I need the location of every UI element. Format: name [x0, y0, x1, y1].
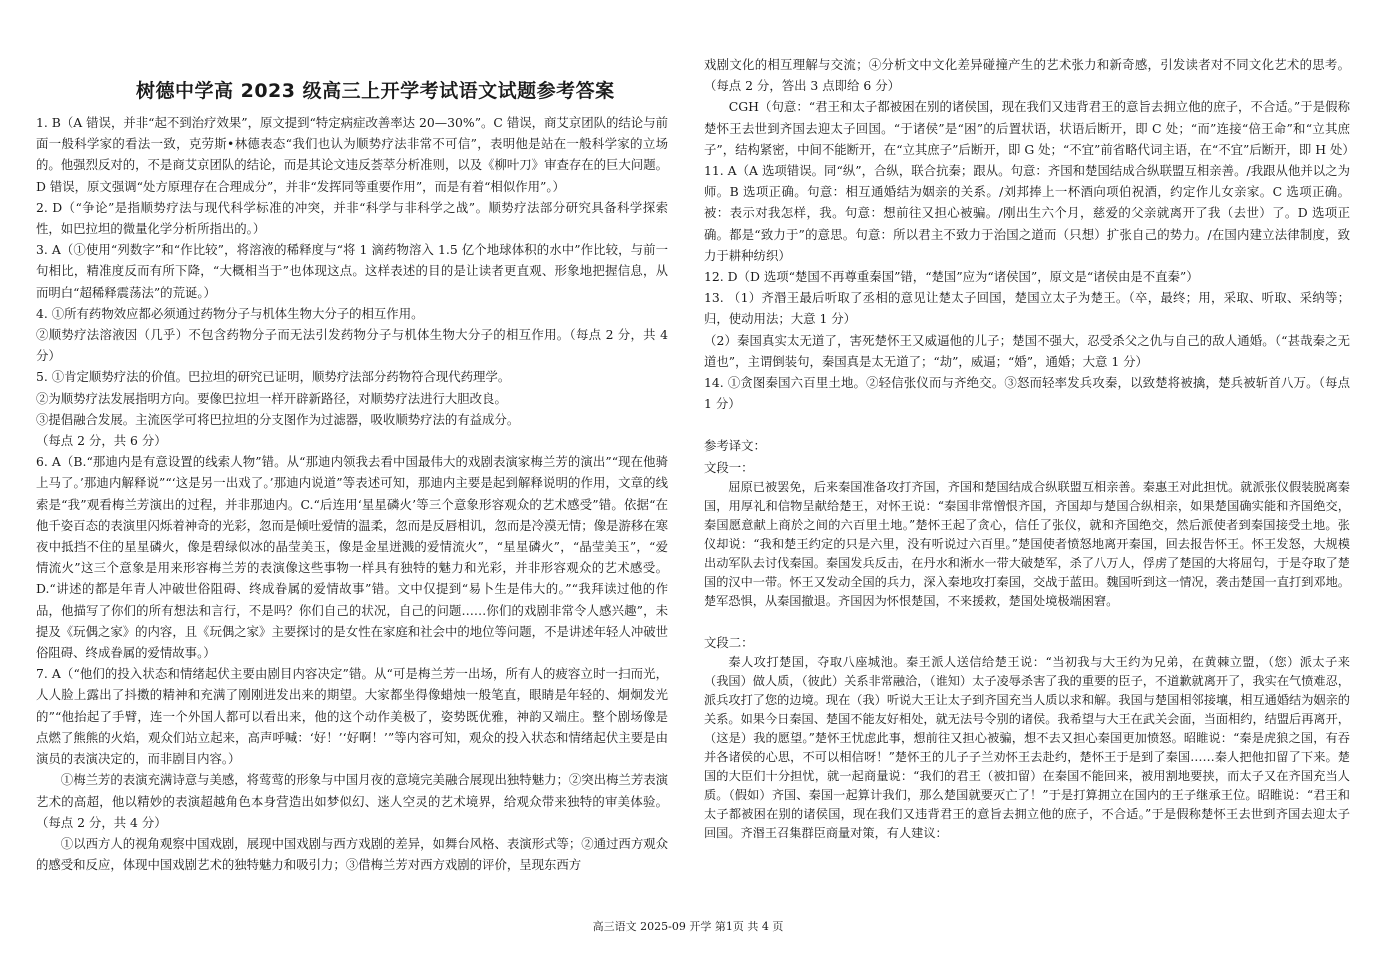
answer-11: 11. A（A 选项错误。同“纵”，合纵，联合抗秦；跟从。句意：齐国和楚国结成合纵联盟互相亲善。/我跟从他并以之为师。B 选项正确。句意：相互通婚结为姻亲的关系。/刘邦捧上一杯酒向项伯祝酒，约定作儿女亲家。C 选项正确。被：表示对我怎样，我。句意：想前往又担心被骗。/刚出生六个月，慈爱的父亲就离开了我（去世）了。D 选项正确。都是“致力于”的意思。句意：所以君主不致力于治国之道而（只想）扩张自己的势力。/在国内建立法律制度，致力于耕种纺织） — [704, 163, 1350, 263]
answer-13-part-2: （2）秦国真实太无道了，害死楚怀王又威逼他的儿子；楚国不强大，忍受杀父之仇与自己的敌人通婚。（“甚哉秦之无道也”，主谓倒装句，秦国真是太无道了；“劫”，威逼；“婚”，通婚；大意 1 分） — [704, 332, 1350, 369]
passage-2-label: 文段二： — [704, 634, 754, 650]
answer-block-left — [36, 112, 668, 875]
page-title: 树德中学高 2023 级高三上开学考试语文试题参考答案 — [136, 80, 615, 102]
answer-12: 12. D（D 选项“楚国不再尊重秦国”错，“楚国”应为“诸侯国”，原文是“诸侯由是不直秦”） — [704, 269, 1199, 285]
answer-5-point-3: ③提倡融合发展。主流医学可将巴拉坦的分支图作为过滤器，吸收顺势疗法的有益成分。 — [36, 411, 520, 427]
answer-13-part-1: 13. （1）齐湣王最后听取了丞相的意见让楚太子回国，楚国立太子为楚王。（卒，最终；用，采取、听取、采纳等；归，使动用法；大意 1 分） — [704, 290, 1350, 327]
answer-4-point-1: 4. ①所有药物效应都必须通过药物分子与机体生物大分子的相互作用。 — [36, 305, 424, 321]
translation-heading: 参考译文： — [704, 438, 766, 454]
answer-5-point-1: 5. ①肯定顺势疗法的价值。巴拉坦的研究已证明，顺势疗法部分药物符合现代药理学。 — [36, 369, 511, 385]
answer-2: 2. D（“争论”是指顺势疗法与现代科学标准的冲突，并非“科学与非科学之战”。顺势疗法部分研究具备科学探索性，如巴拉坦的微量化学分析所指出的。） — [36, 199, 668, 237]
answer-4-point-2: ②顺势疗法溶液因（几乎）不包含药物分子而无法引发药物分子与机体生物大分子的相互作用。（每点 2 分，共 4 分） — [36, 327, 668, 364]
answer-10: CGH（句意：“君王和太子都被困在别的诸侯国，现在我们又违背君王的意旨去拥立他的庶子，不合适。”于是假称楚怀王去世到齐国去迎太子回国。“于诸侯”是“困”的后置状语，状语后断开，即 C 处；“而”连接“倍王命”和“立其庶子”，结构紧密，中间不能断开，在“立其庶子”后断开，即 G 处；“不宜”前省略代词主语，在“不宜”后断开，即 H 处） — [704, 99, 1355, 157]
answer-14: 14. ①贪图秦国六百里土地。②轻信张仪而与齐绝交。③怒而轻率发兵攻秦，以致楚将被擒，楚兵被斩首八万。（每点 1 分） — [704, 375, 1350, 412]
answer-7: 7. A（“他们的投入状态和情绪起伏主要由剧目内容决定”错。从“可是梅兰芳一出场，所有人的疲容立时一扫而光，人人脸上露出了抖擞的精神和充满了刚刚进发出来的期望。大家都坐得像蜡烛一般笔直，眼睛是年轻的、炯炯发光的”“他抬起了手臂，连一个外国人都可以看出来，他的这个动作美极了，姿势既优雅，神韵又端庄。整个剧场像是点燃了熊熊的火焰，观众们站立起来，高声呼喊：‘好！’‘好啊！’”等内容可知，观众的投入状态和情绪起伏主要是由演员的表演决定的，而非剧目内容。） — [36, 666, 668, 767]
answer-block-right — [704, 54, 1355, 843]
passage-1-translation: 屈原已被罢免，后来秦国准备攻打齐国，齐国和楚国结成合纵联盟互相亲善。秦惠王对此担忧。就派张仪假装脱离秦国，用厚礼和信物呈献给楚王，对怀王说：“秦国非常憎恨齐国，齐国却与楚国合纵相亲，如果楚国确实能和齐国绝交，秦国愿意献上商於之间的六百里土地。”楚怀王起了贪心，信任了张仪，就和齐国绝交，然后派使者到秦国接受土地。张仪却说：“我和楚王约定的只是六里，没有听说过六百里。”楚国使者愤怒地离开秦国，回去报告怀王。怀王发怒，大规模出动军队去讨伐秦国。秦国发兵反击，在丹水和淅水一带大破楚军，杀了八万人，俘虏了楚国的大将屈匄，于是夺取了楚国的汉中一带。怀王又发动全国的兵力，深入秦地攻打秦国，交战于蓝田。魏国听到这一情况，袭击楚国一直打到邓地。楚军恐惧，从秦国撤退。齐国因为怀恨楚国，不来援救，楚国处境极端困窘。 — [704, 479, 1350, 608]
answer-1: 1. B（A 错误，并非“起不到治疗效果”，原文提到“特定病症改善率达 20—30%”。C 错误，商艾京团队的结论与前面一般科学家的看法一致，克劳斯•林德表态“我们也认为顺势疗法非常不可信”，表明他是站在一般科学家的立场的。他强烈反对的，不是商艾京团队的结论，而是其论文违反荟萃分析准则，以及《柳叶刀》审查存在的巨大问题。D 错误，原文强调“处方原理存在合理成分”，并非“发挥同等重要作用”，而是有着“相似作用”。） — [36, 115, 668, 194]
answer-9-continued: 戏剧文化的相互理解与交流；④分析文中文化差异碰撞产生的艺术张力和新奇感，引发读者对不同文化艺术的思考。（每点 2 分，答出 3 点即给 6 分） — [704, 57, 1350, 94]
answer-5-point-2: ②为顺势疗法发展指明方向。要像巴拉坦一样开辟新路径，对顺势疗法进行大胆改良。 — [36, 390, 507, 406]
passage-2-translation: 秦人攻打楚国，夺取八座城池。秦王派人送信给楚王说：“当初我与大王约为兄弟，在黄棘立盟，（您）派太子来（我国）做人质，（彼此）关系非常融洽，（谁知）太子凌辱杀害了我的重要的臣子，不道歉就离开了，我实在气愤难忍，派兵攻打了您的边境。现在（我）听说大王让太子到齐国充当人质以求和解。我国与楚国相邻接壤，相互通婚结为姻亲的关系。如果今日秦国、楚国不能友好相处，就无法号令别的诸侯。我希望与大王在武关会面，当面相约，结盟后再离开，（这是）我的愿望。”楚怀王忧虑此事，想前往又担心被骗，想不去又担心秦国更加愤怒。昭睢说：“秦是虎狼之国，有吞并各诸侯的心思，不可以相信呀！”楚怀王的儿子子兰劝怀王去赴约，楚怀王于是到了秦国……秦人把他扣留了下来。楚国的大臣们十分担忧，就一起商量说：“我们的君王（被扣留）在秦国不能回来，被用割地要挟，而太子又在齐国充当人质。（假如）齐国、秦国一起算计我们，那么楚国就要灭亡了！”于是打算拥立在国内的王子继承王位。昭睢说：“君王和太子都被困在别的诸侯国，现在我们又违背君王的意旨去拥立他的庶子，不合适。”于是假称楚怀王去世到齐国去迎太子回国。齐湣王召集群臣商量对策，有人建议： — [704, 655, 1350, 841]
page-footer: 高三语文 2025-09 开学 第1页 共 4 页 — [592, 920, 784, 933]
answer-5-score: （每点 2 分，共 6 分） — [36, 433, 167, 449]
answer-6: 6. A（B.“那迪内是有意设置的线索人物”错。从“那迪内领我去看中国最伟大的戏剧表演家梅兰芳的演出”“现在他骑上马了。’那迪内解释说”“‘这是另一出戏了。’那迪内说道”等表述可知，那迪内主要是起到解释说明的作用，文章的线索是“我”观看梅兰芳演出的过程，并非那迪内。C.“后连用‘星星磷火’等三个意象形容观众的艺术感受”错。依据“在他千姿百态的表演里闪烁着神奇的光彩，忽而是倾吐爱情的温柔，忽而是反唇相讥，忽而是冷漠无情；像是游移在寒夜中抵挡不住的星星磷火，像是碧绿似冰的晶莹美玉，像是金星迸溅的爱情流火”，“星星磷火”，“晶莹美玉”，“爱情流火”这三个意象是用来形容梅兰芳的表演像这些事物一样具有独特的魅力和光彩，并非形容观众的艺术感受。D.“讲述的都是年青人冲破世俗阻碍、终成眷属的爱情故事”错。文中仅提到“易卜生是伟大的。”“我拜读过他的作品，他描写了你们的所有想法和言行，不是吗？你们自己的状况，自己的问题……你们的戏剧非常令人感兴趣”，未提及《玩偶之家》的内容，且《玩偶之家》主要探讨的是女性在家庭和社会中的地位等问题，不是讲述年轻人冲破世俗阻碍、终成眷属的爱情故事。） — [36, 454, 668, 661]
answer-3: 3. A（①使用“列数字”和“作比较”，将溶液的稀释度与“将 1 滴药物溶入 1.5 亿个地球体积的水中”作比较，与前一句相比，精准度反而有所下降，“大概相当于”也体现这点。这样表述的目的是让读者更直观、形象地把握信息，从而明白“超稀释震荡法”的荒诞。） — [36, 242, 668, 300]
answer-9: ①以西方人的视角观察中国戏剧，展现中国戏剧与西方戏剧的差异，如舞台风格、表演形式等；②通过西方观众的感受和反应，体现中国戏剧艺术的独特魅力和吸引力；③借梅兰芳对西方戏剧的评价，呈现东西方 — [36, 835, 668, 873]
passage-1-label: 文段一： — [704, 459, 754, 475]
answer-8: ①梅兰芳的表演充满诗意与美感，将莺莺的形象与中国月夜的意境完美融合展现出独特魅力；②突出梅兰芳表演艺术的高超，他以精妙的表演超越角色本身营造出如梦似幻、迷人空灵的艺术境界，给观众带来独特的审美体验。（每点 2 分，共 4 分） — [36, 772, 668, 830]
